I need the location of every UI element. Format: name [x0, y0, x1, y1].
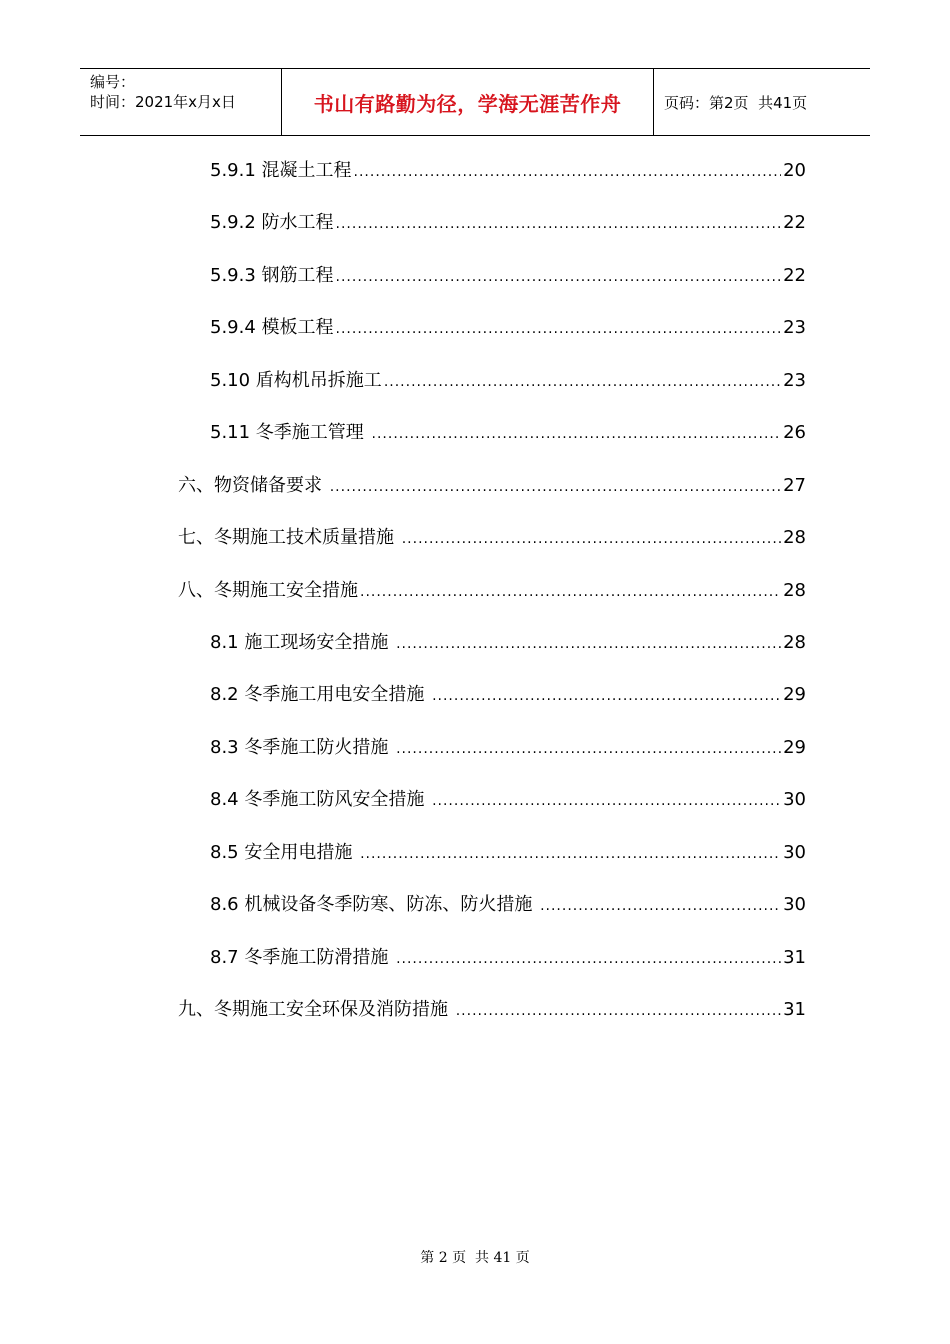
toc-leader-dots — [402, 527, 781, 551]
toc-entry-title: 8.6 机械设备冬季防寒、防冻、防火措施 — [210, 894, 539, 915]
toc-entry-page: 31 — [783, 999, 806, 1020]
toc-entry-title: 5.9.2 防水工程 — [210, 212, 334, 233]
toc-entry-title: 8.1 施工现场安全措施 — [210, 632, 395, 653]
toc-leader-dots — [432, 684, 781, 708]
toc-entry-title: 5.9.4 模板工程 — [210, 317, 334, 338]
toc-entry-page: 27 — [783, 475, 806, 496]
toc-entry-title: 六、物资储备要求 — [178, 475, 328, 496]
toc-entry-page: 30 — [783, 894, 806, 915]
toc-entry[interactable] — [210, 369, 806, 393]
toc-leader-dots — [396, 947, 781, 971]
toc-leader-dots — [372, 422, 782, 446]
page-header — [80, 68, 870, 136]
toc-entry-page: 31 — [783, 947, 806, 968]
toc-entry-title: 8.7 冬季施工防滑措施 — [210, 947, 395, 968]
toc-leader-dots — [354, 160, 782, 184]
toc-entry[interactable] — [178, 474, 806, 498]
toc-entry[interactable] — [210, 631, 806, 655]
toc-entry-title: 8.4 冬季施工防风安全措施 — [210, 789, 431, 810]
toc-entry-page: 23 — [783, 317, 806, 338]
page-footer: 第 2 页 共 41 页 — [420, 1250, 530, 1266]
toc-entry-title: 5.9.3 钢筋工程 — [210, 265, 334, 286]
header-page-label: 页码：第2页 共41页 — [664, 93, 808, 112]
toc-leader-dots — [432, 789, 781, 813]
toc-entry[interactable] — [178, 526, 806, 550]
toc-entry-title: 八、冬期施工安全措施 — [178, 580, 358, 601]
toc-entry[interactable] — [210, 159, 806, 183]
toc-entry-page: 22 — [783, 265, 806, 286]
toc-entry-page: 30 — [783, 842, 806, 863]
toc-entry[interactable] — [178, 998, 806, 1022]
toc-entry[interactable] — [210, 421, 806, 445]
toc-entry[interactable] — [210, 683, 806, 707]
toc-entry-page: 20 — [783, 160, 806, 181]
toc-entry[interactable] — [210, 736, 806, 760]
header-page-info — [654, 69, 870, 135]
toc-entry[interactable] — [210, 788, 806, 812]
toc-leader-dots — [360, 580, 781, 604]
toc-entry-page: 29 — [783, 684, 806, 705]
toc-entry-title: 九、冬期施工安全环保及消防措施 — [178, 999, 454, 1020]
toc-entry[interactable] — [210, 264, 806, 288]
toc-entry[interactable] — [178, 579, 806, 603]
toc-entry[interactable] — [210, 316, 806, 340]
toc-entry-page: 22 — [783, 212, 806, 233]
toc-entry-page: 26 — [783, 422, 806, 443]
toc-entry-title: 8.3 冬季施工防火措施 — [210, 737, 395, 758]
toc-entry[interactable] — [210, 893, 806, 917]
toc-entry-page: 28 — [783, 527, 806, 548]
toc-leader-dots — [330, 475, 781, 499]
toc-entry-page: 29 — [783, 737, 806, 758]
toc-leader-dots — [456, 999, 781, 1023]
document-date-label: 时间：2021年x月x日 — [90, 93, 236, 111]
toc-entry-page: 23 — [783, 370, 806, 391]
toc-entry[interactable] — [210, 211, 806, 235]
toc-leader-dots — [540, 894, 781, 918]
toc-leader-dots — [336, 317, 782, 341]
toc-entry-title: 8.5 安全用电措施 — [210, 842, 359, 863]
header-motto: 书山有路勤为径，学海无涯苦作舟 — [282, 69, 654, 135]
toc-entry-title: 8.2 冬季施工用电安全措施 — [210, 684, 431, 705]
toc-leader-dots — [384, 370, 781, 394]
toc-leader-dots — [396, 737, 781, 761]
toc-entry-title: 5.9.1 混凝土工程 — [210, 160, 352, 181]
toc-leader-dots — [336, 212, 782, 236]
toc-leader-dots — [336, 265, 782, 289]
toc-leader-dots — [360, 842, 781, 866]
header-meta — [80, 69, 282, 135]
toc-entry-page: 28 — [783, 580, 806, 601]
toc-entry[interactable] — [210, 946, 806, 970]
toc-entry-title: 5.10 盾构机吊拆施工 — [210, 370, 382, 391]
toc-entry-title: 七、冬期施工技术质量措施 — [178, 527, 400, 548]
toc-entry-title: 5.11 冬季施工管理 — [210, 422, 370, 443]
toc-entry-page: 30 — [783, 789, 806, 810]
toc-entry-page: 28 — [783, 632, 806, 653]
toc-entry[interactable] — [210, 841, 806, 865]
toc-leader-dots — [396, 632, 781, 656]
document-number-label: 编号： — [90, 73, 136, 91]
